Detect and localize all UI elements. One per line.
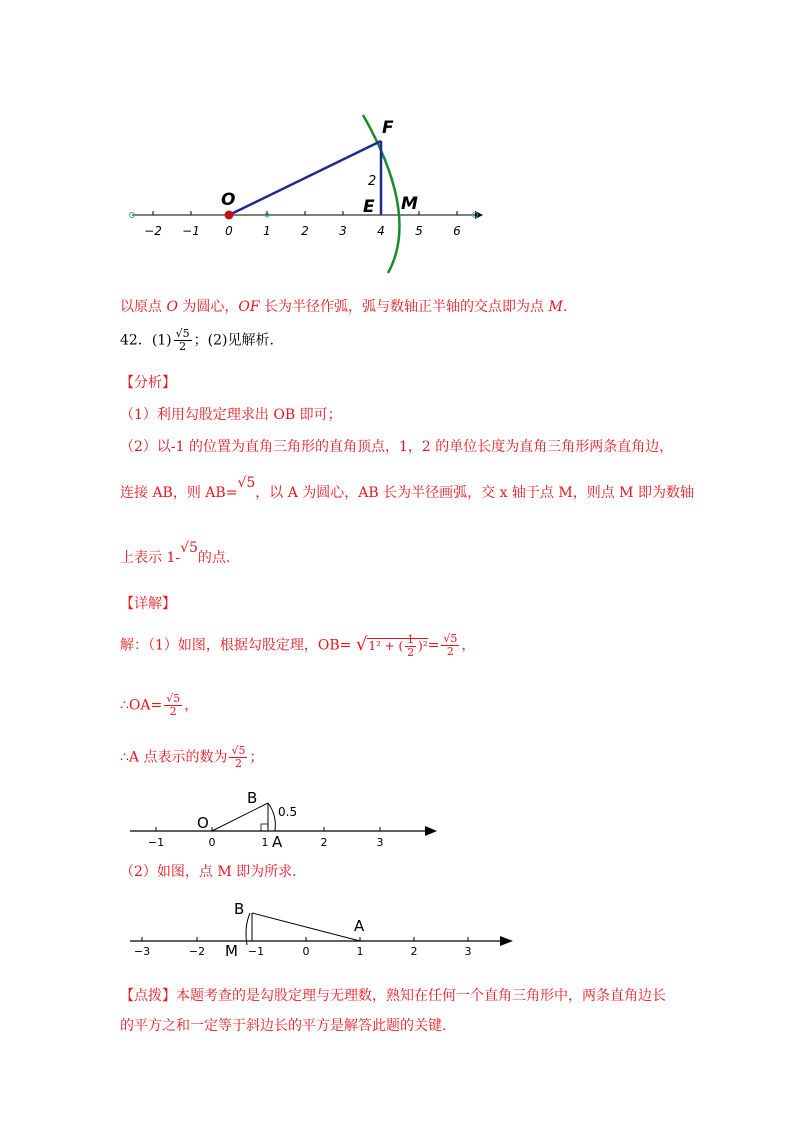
question-42-answer: 42．(1) $\frac{√5}{2}$ ；(2)见解析. [120, 327, 274, 353]
tick-label: −3 [133, 945, 151, 958]
detail-header: 【详解】 [120, 596, 176, 612]
analysis-header: 【分析】 [120, 375, 176, 391]
figure-3-number-line [125, 895, 520, 965]
tick-label: 5 [415, 224, 423, 238]
label-A: A [354, 917, 365, 935]
analysis-line-1: （1）利用勾股定理求出 OB 即可； [120, 407, 342, 423]
tick-label: −1 [147, 836, 165, 849]
label-B: B [247, 789, 258, 807]
analysis-line-4: 上表示 1-√5的点. [120, 540, 231, 566]
tick-label: 1 [261, 836, 269, 849]
tick-label: −2 [144, 224, 162, 238]
tick-label: 1 [263, 224, 271, 238]
tick-label: 6 [453, 224, 461, 238]
tick-label: −2 [188, 945, 206, 958]
tick-label: 3 [339, 224, 347, 238]
label-A: A [272, 833, 283, 851]
tick-label: 0 [208, 836, 216, 849]
label-O: O [197, 814, 209, 832]
tick-label: 3 [464, 945, 472, 958]
figure-1-number-line [120, 105, 490, 280]
tick-label: 0 [302, 945, 310, 958]
figure-2-number-line [125, 785, 440, 855]
tick-label: −1 [247, 945, 265, 958]
label-F: F [382, 118, 394, 138]
detail-step-2: ∴OA= $\frac{√5}{2}$ ， [120, 692, 199, 718]
paragraph-part-2: （2）如图，点 M 即为所求. [120, 864, 297, 880]
tick-label: 0 [225, 224, 233, 238]
tick-label: 2 [320, 836, 328, 849]
detail-step-1: 解：（1）如图，根据勾股定理，OB= √1² + ( $\frac{1}{2}$ )²= $\frac{√5}{2}$ ， [120, 632, 476, 659]
detail-step-3: ∴A 点表示的数为 $\frac{√5}{2}$ ； [120, 744, 264, 770]
tick-label: −1 [182, 224, 200, 238]
label-M: M [225, 942, 238, 960]
tick-label: 3 [376, 836, 384, 849]
tick-label: 1 [356, 945, 364, 958]
tick-label: 4 [377, 224, 385, 238]
label-0-5: 0.5 [278, 805, 298, 819]
label-E: E [363, 197, 375, 217]
paragraph-construction: 以原点 O 为圆心，OF 长为半径作弧，弧与数轴正半轴的交点即为点 M. [120, 299, 568, 315]
label-M: M [401, 194, 418, 214]
label-B: B [234, 900, 245, 918]
label-2: 2 [368, 174, 377, 189]
tip-line-2: 的平方之和一定等于斜边长的平方是解答此题的关键. [120, 1018, 447, 1034]
tick-label: 2 [301, 224, 309, 238]
tip-line-1: 【点拨】本题考查的是勾股定理与无理数，熟知在任何一个直角三角形中，两条直角边长 [120, 988, 666, 1004]
label-O: O [221, 190, 236, 210]
analysis-line-2: （2）以-1 的位置为直角三角形的直角顶点，1，2 的单位长度为直角三角形两条直角边， [120, 439, 674, 455]
tick-label: 2 [410, 945, 418, 958]
analysis-line-3: 连接 AB，则 AB=√5，以 A 为圆心，AB 长为半径画弧，交 x 轴于点 M，则点 M 即为数轴 [120, 475, 694, 501]
